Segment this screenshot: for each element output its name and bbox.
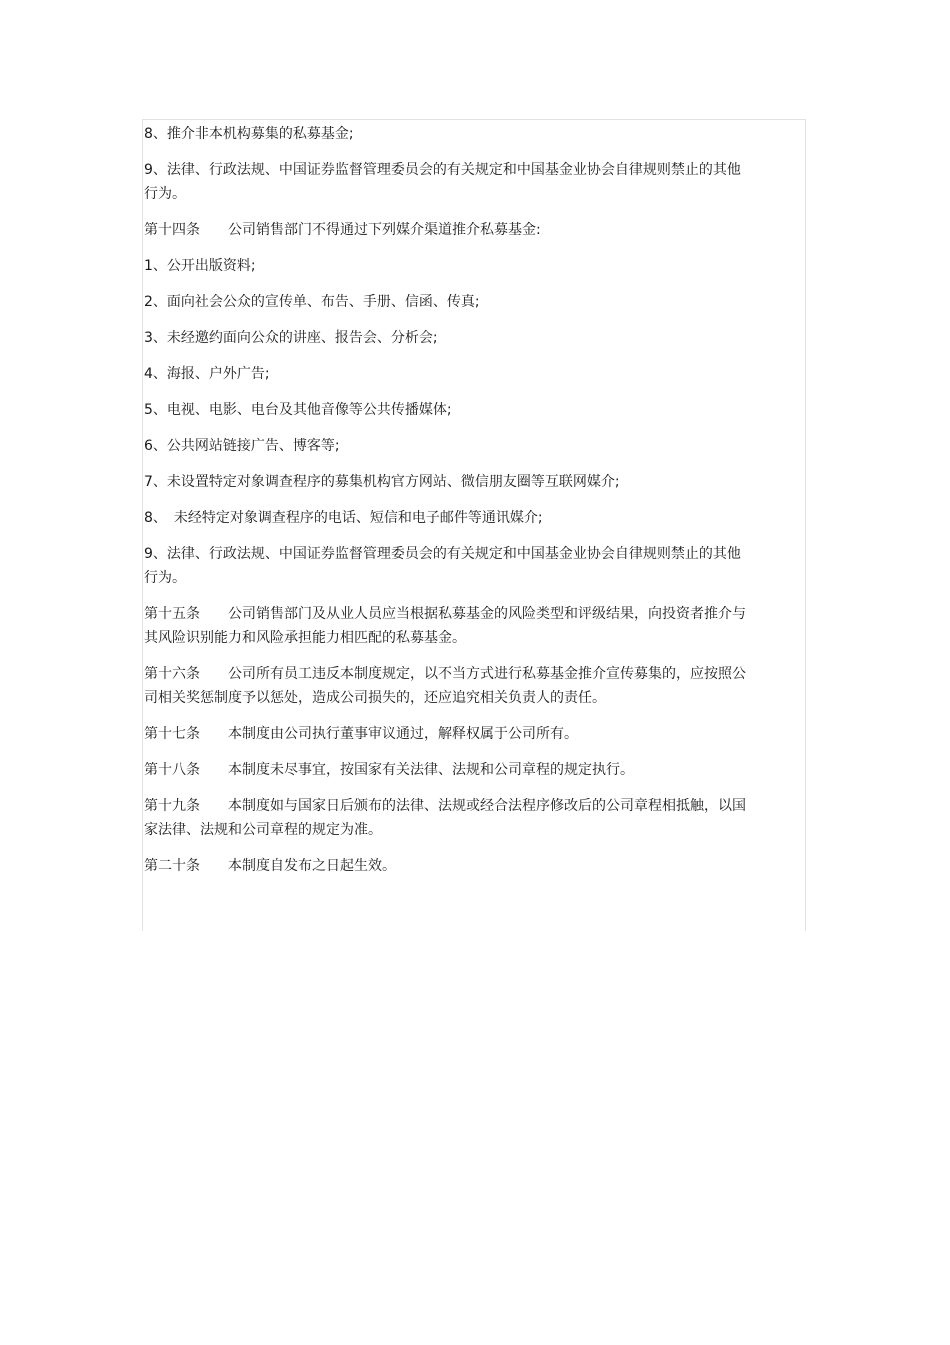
- clause-item: 9、法律、行政法规、中国证券监督管理委员会的有关规定和中国基金业协会自律规则禁止的其他行为。: [144, 546, 741, 586]
- article-18: 第十八条 本制度未尽事宜，按国家有关法律、法规和公司章程的规定执行。: [144, 762, 634, 778]
- clause-item: 6、公共网站链接广告、博客等;: [144, 438, 340, 454]
- article-16: 第十六条 公司所有员工违反本制度规定，以不当方式进行私募基金推介宣传募集的，应按照公司相关奖惩制度予以惩处，造成公司损失的，还应追究相关负责人的责任。: [144, 666, 746, 706]
- clause-item: 3、未经邀约面向公众的讲座、报告会、分析会;: [144, 330, 438, 346]
- clause-item: 5、电视、电影、电台及其他音像等公共传播媒体;: [144, 402, 452, 418]
- clause-item: 4、海报、户外广告;: [144, 366, 270, 382]
- clause-item: 9、法律、行政法规、中国证券监督管理委员会的有关规定和中国基金业协会自律规则禁止的其他行为。: [144, 162, 741, 202]
- clause-item: 8、 未经特定对象调查程序的电话、短信和电子邮件等通讯媒介;: [144, 510, 543, 526]
- clause-item: 1、公开出版资料;: [144, 258, 256, 274]
- article-15: 第十五条 公司销售部门及从业人员应当根据私募基金的风险类型和评级结果，向投资者推介与其风险识别能力和风险承担能力相匹配的私募基金。: [144, 606, 746, 646]
- clause-item: 2、面向社会公众的宣传单、布告、手册、信函、传真;: [144, 294, 480, 310]
- article-17: 第十七条 本制度由公司执行董事审议通过，解释权属于公司所有。: [144, 726, 578, 742]
- document-body: [144, 122, 754, 878]
- article-19: 第十九条 本制度如与国家日后颁布的法律、法规或经合法程序修改后的公司章程相抵触，以国家法律、法规和公司章程的规定为准。: [144, 798, 746, 838]
- article-14: 第十四条 公司销售部门不得通过下列媒介渠道推介私募基金:: [144, 222, 541, 238]
- article-20: 第二十条 本制度自发布之日起生效。: [144, 858, 396, 874]
- clause-item: 7、未设置特定对象调查程序的募集机构官方网站、微信朋友圈等互联网媒介;: [144, 474, 620, 490]
- clause-item: 8、推介非本机构募集的私募基金;: [144, 126, 354, 142]
